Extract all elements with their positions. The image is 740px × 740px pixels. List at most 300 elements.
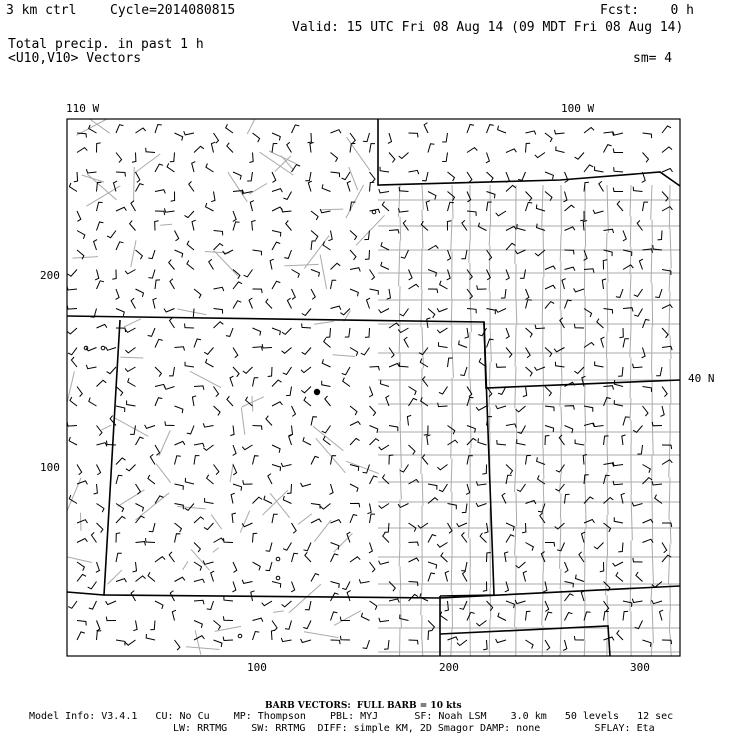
- wind-barb: [496, 639, 506, 643]
- wind-barb: [439, 342, 448, 347]
- wind-barb: [169, 552, 174, 562]
- wind-barb: [643, 640, 652, 647]
- wind-barb: [619, 328, 623, 338]
- wind-barb: [537, 224, 546, 231]
- wind-barb: [77, 465, 82, 475]
- wind-barb: [526, 300, 532, 309]
- wind-barb: [311, 241, 316, 250]
- wind-barb: [233, 465, 237, 475]
- wind-barb: [389, 153, 395, 163]
- wind-barb: [574, 288, 584, 292]
- wind-barb: [262, 601, 272, 606]
- wind-barb: [370, 144, 376, 153]
- wind-barb: [272, 465, 281, 472]
- wind-barb: [287, 484, 291, 494]
- wind-barb: [97, 621, 100, 632]
- wind-barb: [526, 456, 531, 465]
- wind-barb: [194, 621, 202, 628]
- wind-barb: [623, 231, 626, 242]
- wind-barb: [342, 172, 351, 180]
- wind-barb: [409, 387, 417, 396]
- wind-barb: [440, 612, 447, 621]
- wind-barb: [89, 125, 97, 133]
- wind-barb: [325, 396, 331, 406]
- wind-barb: [206, 164, 214, 173]
- county-line: [314, 321, 334, 324]
- wind-barb: [286, 221, 292, 231]
- wind-barb: [389, 230, 399, 234]
- wind-barb: [311, 456, 319, 464]
- wind-barb: [370, 514, 376, 523]
- wind-barb: [369, 543, 373, 553]
- wind-barb: [478, 223, 486, 231]
- wind-barb: [487, 202, 492, 211]
- wind-barb: [350, 133, 355, 143]
- county-line: [451, 554, 452, 591]
- valid-time: Valid: 15 UTC Fri 08 Aug 14 (09 MDT Fri 08 Aug 14): [292, 20, 684, 35]
- county-line: [205, 251, 230, 253]
- wind-barb: [310, 142, 314, 152]
- county-line: [186, 647, 220, 650]
- wind-barb: [543, 582, 547, 592]
- county-line: [584, 556, 585, 596]
- wind-barb: [303, 621, 311, 629]
- wind-barb: [613, 132, 623, 136]
- wind-barb: [194, 579, 204, 583]
- county-line: [195, 630, 201, 654]
- county-line: [421, 248, 422, 289]
- wind-barb: [440, 281, 448, 289]
- wind-barb: [467, 172, 472, 182]
- wind-barb: [172, 610, 176, 620]
- wind-barb: [116, 579, 126, 583]
- wind-barb: [112, 270, 116, 280]
- wind-barb: [116, 328, 126, 332]
- county-line: [560, 234, 561, 261]
- wind-barb: [409, 558, 419, 562]
- y-tick-100: 100: [40, 461, 60, 474]
- county-line: [489, 407, 490, 431]
- wind-barb: [233, 301, 241, 309]
- county-line: [120, 357, 143, 358]
- wind-barb: [482, 465, 486, 475]
- wind-barb: [97, 523, 103, 533]
- county-line: [651, 643, 652, 656]
- wind-barb: [576, 575, 585, 582]
- wind-barb: [447, 250, 450, 260]
- wind-barb: [97, 202, 103, 211]
- wind-barb: [164, 208, 174, 212]
- wind-barb: [67, 286, 77, 290]
- wind-barb: [272, 281, 280, 289]
- wind-barb: [565, 227, 575, 231]
- wind-barb: [350, 422, 360, 426]
- wind-barb: [428, 309, 435, 318]
- wind-barb: [478, 438, 487, 445]
- wind-barb: [136, 172, 140, 182]
- wind-barb: [192, 162, 196, 172]
- wind-barb: [77, 520, 88, 523]
- county-line: [630, 398, 631, 420]
- wind-barb: [253, 328, 261, 336]
- wind-barb: [96, 562, 100, 572]
- wind-barb: [185, 211, 195, 218]
- wind-barb: [185, 478, 194, 484]
- wind-barb: [662, 387, 667, 397]
- wind-barb: [311, 519, 321, 523]
- county-line: [134, 167, 135, 201]
- county-line: [469, 332, 470, 378]
- wind-barb: [322, 426, 331, 433]
- wind-barb: [584, 269, 594, 273]
- wind-barb: [361, 613, 369, 621]
- wind-barb: [97, 281, 105, 289]
- county-line: [270, 493, 290, 518]
- wind-barb: [445, 571, 449, 581]
- county-line: [469, 240, 470, 263]
- county-line: [304, 235, 329, 268]
- wind-barb: [175, 406, 183, 413]
- county-line: [584, 383, 585, 407]
- wind-barb: [148, 328, 155, 336]
- wind-barb: [365, 250, 370, 259]
- wind-barb: [623, 339, 629, 348]
- wind-barb: [153, 298, 157, 308]
- wind-barb: [496, 405, 506, 409]
- wind-barb: [662, 147, 672, 153]
- county-line: [451, 218, 452, 251]
- county-line: [452, 185, 453, 218]
- wind-barb: [227, 143, 233, 153]
- lon-label-110w: 110 W: [66, 102, 100, 115]
- wind-barb: [74, 172, 78, 182]
- wind-barb: [330, 484, 334, 494]
- wind-barb: [639, 259, 643, 269]
- wind-barb: [613, 562, 623, 566]
- wind-barb: [535, 153, 545, 158]
- county-line: [584, 247, 585, 295]
- wind-barb: [331, 582, 340, 588]
- county-line: [422, 327, 423, 368]
- wind-barb: [231, 493, 235, 503]
- county-line: [489, 246, 490, 270]
- wind-barb: [250, 201, 254, 211]
- wind-barb: [545, 133, 552, 142]
- county-line: [542, 277, 543, 325]
- county-line: [159, 430, 170, 455]
- wind-barb: [597, 319, 604, 328]
- wind-barb: [428, 562, 437, 569]
- wind-barb: [383, 533, 389, 543]
- wind-barb: [359, 579, 369, 583]
- wind-barb: [194, 386, 204, 390]
- wind-barb: [272, 242, 280, 250]
- wind-barb: [526, 131, 536, 135]
- county-line: [669, 268, 670, 291]
- wind-barb: [331, 280, 337, 289]
- wind-barb: [526, 611, 531, 620]
- wind-barb: [407, 415, 411, 425]
- county-line: [490, 326, 491, 362]
- wind-barb: [128, 378, 136, 386]
- wind-barb: [601, 337, 605, 347]
- wind-barb: [125, 328, 135, 332]
- wind-barb: [559, 435, 564, 445]
- wind-barb: [116, 406, 125, 412]
- wind-barb: [363, 133, 370, 142]
- wind-barb: [268, 367, 272, 377]
- wind-barb: [97, 324, 107, 328]
- wind-barb: [175, 347, 185, 351]
- model-info-line2: LW: RRTMG SW: RRTMG DIFF: simple KM, 2D Smagor DAMP: none SFLAY: Eta: [173, 723, 655, 734]
- wind-barb: [211, 571, 215, 581]
- wind-barb: [226, 124, 233, 133]
- wind-barb: [175, 441, 185, 445]
- wind-barb: [116, 153, 122, 163]
- wind-barb: [350, 503, 360, 507]
- county-line: [451, 458, 452, 492]
- wind-barb: [116, 458, 126, 465]
- wind-barb: [636, 572, 643, 582]
- county-line: [124, 319, 141, 327]
- wind-barb: [506, 243, 515, 250]
- county-line: [669, 544, 670, 584]
- county-line: [399, 322, 400, 352]
- wind-barb: [308, 181, 312, 191]
- wind-barb: [526, 543, 534, 551]
- wind-barb: [448, 440, 458, 445]
- wind-barb: [223, 637, 233, 641]
- wind-barb: [389, 599, 399, 603]
- wind-barb: [487, 125, 494, 133]
- county-line: [630, 357, 631, 398]
- y-tick-200: 200: [40, 269, 60, 282]
- wind-barb: [545, 426, 554, 433]
- county-line: [607, 444, 608, 473]
- wind-barb: [204, 523, 214, 530]
- wind-barb: [616, 289, 623, 297]
- county-line: [585, 206, 586, 247]
- wind-barb: [526, 367, 533, 376]
- wind-barb: [97, 631, 102, 640]
- county-line: [214, 251, 238, 276]
- wind-barb: [203, 423, 213, 427]
- wind-barb: [304, 397, 311, 406]
- wind-barb: [342, 367, 350, 375]
- wind-barb: [604, 132, 614, 136]
- wind-barb: [148, 572, 155, 581]
- wind-barb: [169, 367, 175, 376]
- county-line: [560, 569, 561, 590]
- county-line: [560, 262, 561, 310]
- wind-barb: [207, 475, 214, 484]
- wind-barb: [461, 250, 467, 259]
- wind-barb: [206, 359, 214, 367]
- wind-barb: [652, 422, 662, 426]
- wind-barb: [187, 241, 194, 250]
- wind-barb: [506, 523, 514, 531]
- wind-barb: [467, 438, 477, 445]
- wind-barb: [214, 465, 219, 475]
- wind-barb: [380, 380, 389, 387]
- wind-barb: [617, 201, 623, 211]
- wind-barb: [95, 270, 99, 280]
- wind-barb: [292, 289, 296, 299]
- wind-barb: [604, 309, 613, 314]
- wind-barb: [545, 640, 550, 650]
- county-line: [211, 515, 221, 529]
- wind-barb: [388, 133, 392, 143]
- county-line: [349, 167, 358, 190]
- wind-barb: [86, 365, 96, 369]
- wind-barb: [155, 280, 160, 289]
- county-line: [298, 514, 312, 524]
- wind-barb: [287, 298, 291, 308]
- wind-barb: [540, 513, 545, 523]
- wind-barb: [496, 309, 506, 313]
- wind-barb: [203, 561, 213, 565]
- county-line: [247, 119, 255, 134]
- wind-barb: [340, 636, 350, 640]
- wind-barb: [637, 220, 642, 230]
- wind-barb: [545, 302, 554, 309]
- wind-barb: [272, 402, 282, 406]
- wind-barb: [185, 362, 194, 367]
- wind-barb: [97, 465, 101, 475]
- county-line: [669, 437, 670, 477]
- wind-barb: [367, 298, 371, 308]
- wind-barb: [283, 543, 291, 551]
- county-line: [515, 326, 516, 367]
- wind-barb: [409, 640, 419, 644]
- county-line: [67, 478, 81, 512]
- wind-barb: [155, 190, 165, 194]
- wind-barb: [398, 208, 408, 212]
- wind-barb: [155, 557, 165, 562]
- wind-barb: [506, 424, 516, 428]
- wind-barb: [428, 289, 438, 293]
- wind-barb: [545, 266, 555, 270]
- county-line: [490, 588, 491, 619]
- county-line: [585, 442, 586, 479]
- wind-barb: [478, 328, 486, 336]
- county-line: [400, 468, 401, 499]
- wind-barbs: [67, 123, 673, 651]
- wind-barb: [266, 562, 273, 571]
- wind-barb: [301, 639, 311, 643]
- wind-barb: [457, 523, 467, 527]
- wind-barb: [77, 387, 82, 397]
- wind-barb: [655, 289, 662, 298]
- wind-barb: [379, 504, 389, 509]
- wind-barb: [379, 618, 389, 622]
- wind-barb: [662, 169, 673, 173]
- wind-barb: [442, 133, 447, 142]
- wind-barb: [343, 378, 350, 387]
- wind-barb: [662, 126, 671, 133]
- wind-barb: [304, 543, 312, 551]
- wind-barb: [437, 308, 447, 312]
- wind-barb: [194, 562, 202, 571]
- wind-barb: [652, 600, 662, 604]
- wind-barb: [322, 359, 330, 367]
- wind-barb: [116, 387, 123, 396]
- wind-barb: [526, 640, 534, 649]
- wind-barb: [437, 328, 447, 333]
- wind-barb: [555, 362, 564, 367]
- wind-barb: [462, 532, 467, 542]
- wind-barb: [370, 426, 378, 433]
- wind-barb: [282, 601, 292, 607]
- wind-barb: [563, 640, 567, 650]
- wind-barb: [67, 422, 77, 426]
- wind-barb: [194, 636, 204, 640]
- wind-barb: [253, 632, 260, 641]
- wind-barb: [476, 406, 486, 410]
- wind-barb: [331, 263, 341, 269]
- wind-barb: [266, 543, 272, 552]
- wind-barb: [116, 475, 122, 484]
- wind-barb: [189, 181, 194, 191]
- wind-barb: [476, 503, 486, 507]
- wind-barb: [389, 455, 393, 465]
- county-line: [314, 520, 331, 542]
- wind-barb: [283, 367, 292, 375]
- wind-barb: [536, 205, 545, 212]
- wind-barb: [253, 533, 258, 542]
- county-line: [114, 417, 149, 436]
- wind-barb: [462, 220, 467, 230]
- wind-barb: [116, 533, 120, 543]
- wind-barb: [661, 406, 665, 416]
- wind-barb: [175, 133, 183, 141]
- wind-barb: [389, 364, 400, 368]
- wind-barb: [424, 123, 428, 133]
- wind-barb: [77, 148, 87, 153]
- wind-barb: [331, 612, 338, 621]
- wind-barb: [146, 634, 155, 640]
- county-line: [560, 650, 561, 656]
- wind-barb: [322, 184, 330, 191]
- wind-barb: [116, 289, 120, 299]
- wind-barb: [175, 534, 181, 543]
- wind-barb: [287, 142, 292, 152]
- wind-barb: [253, 133, 260, 142]
- wind-barb: [223, 616, 233, 620]
- wind-barb: [634, 289, 643, 297]
- wind-barb: [284, 250, 291, 258]
- wind-barb: [575, 440, 584, 446]
- wind-barb: [496, 211, 506, 216]
- county-line: [652, 497, 653, 543]
- county-line: [240, 511, 249, 533]
- wind-barb: [418, 523, 428, 528]
- county-line: [607, 515, 608, 557]
- wind-barb: [350, 348, 358, 356]
- wind-barb: [545, 285, 555, 289]
- wind-barb: [194, 517, 204, 523]
- wind-barb: [125, 640, 135, 645]
- wind-barb: [150, 454, 155, 464]
- wind-barb: [400, 309, 409, 316]
- wind-barb: [526, 143, 531, 152]
- wind-barb: [283, 496, 291, 504]
- wind-barb: [438, 403, 448, 407]
- wind-barb: [501, 289, 506, 298]
- wind-barb: [242, 445, 252, 450]
- county-line: [422, 210, 423, 249]
- wind-barb: [516, 406, 526, 412]
